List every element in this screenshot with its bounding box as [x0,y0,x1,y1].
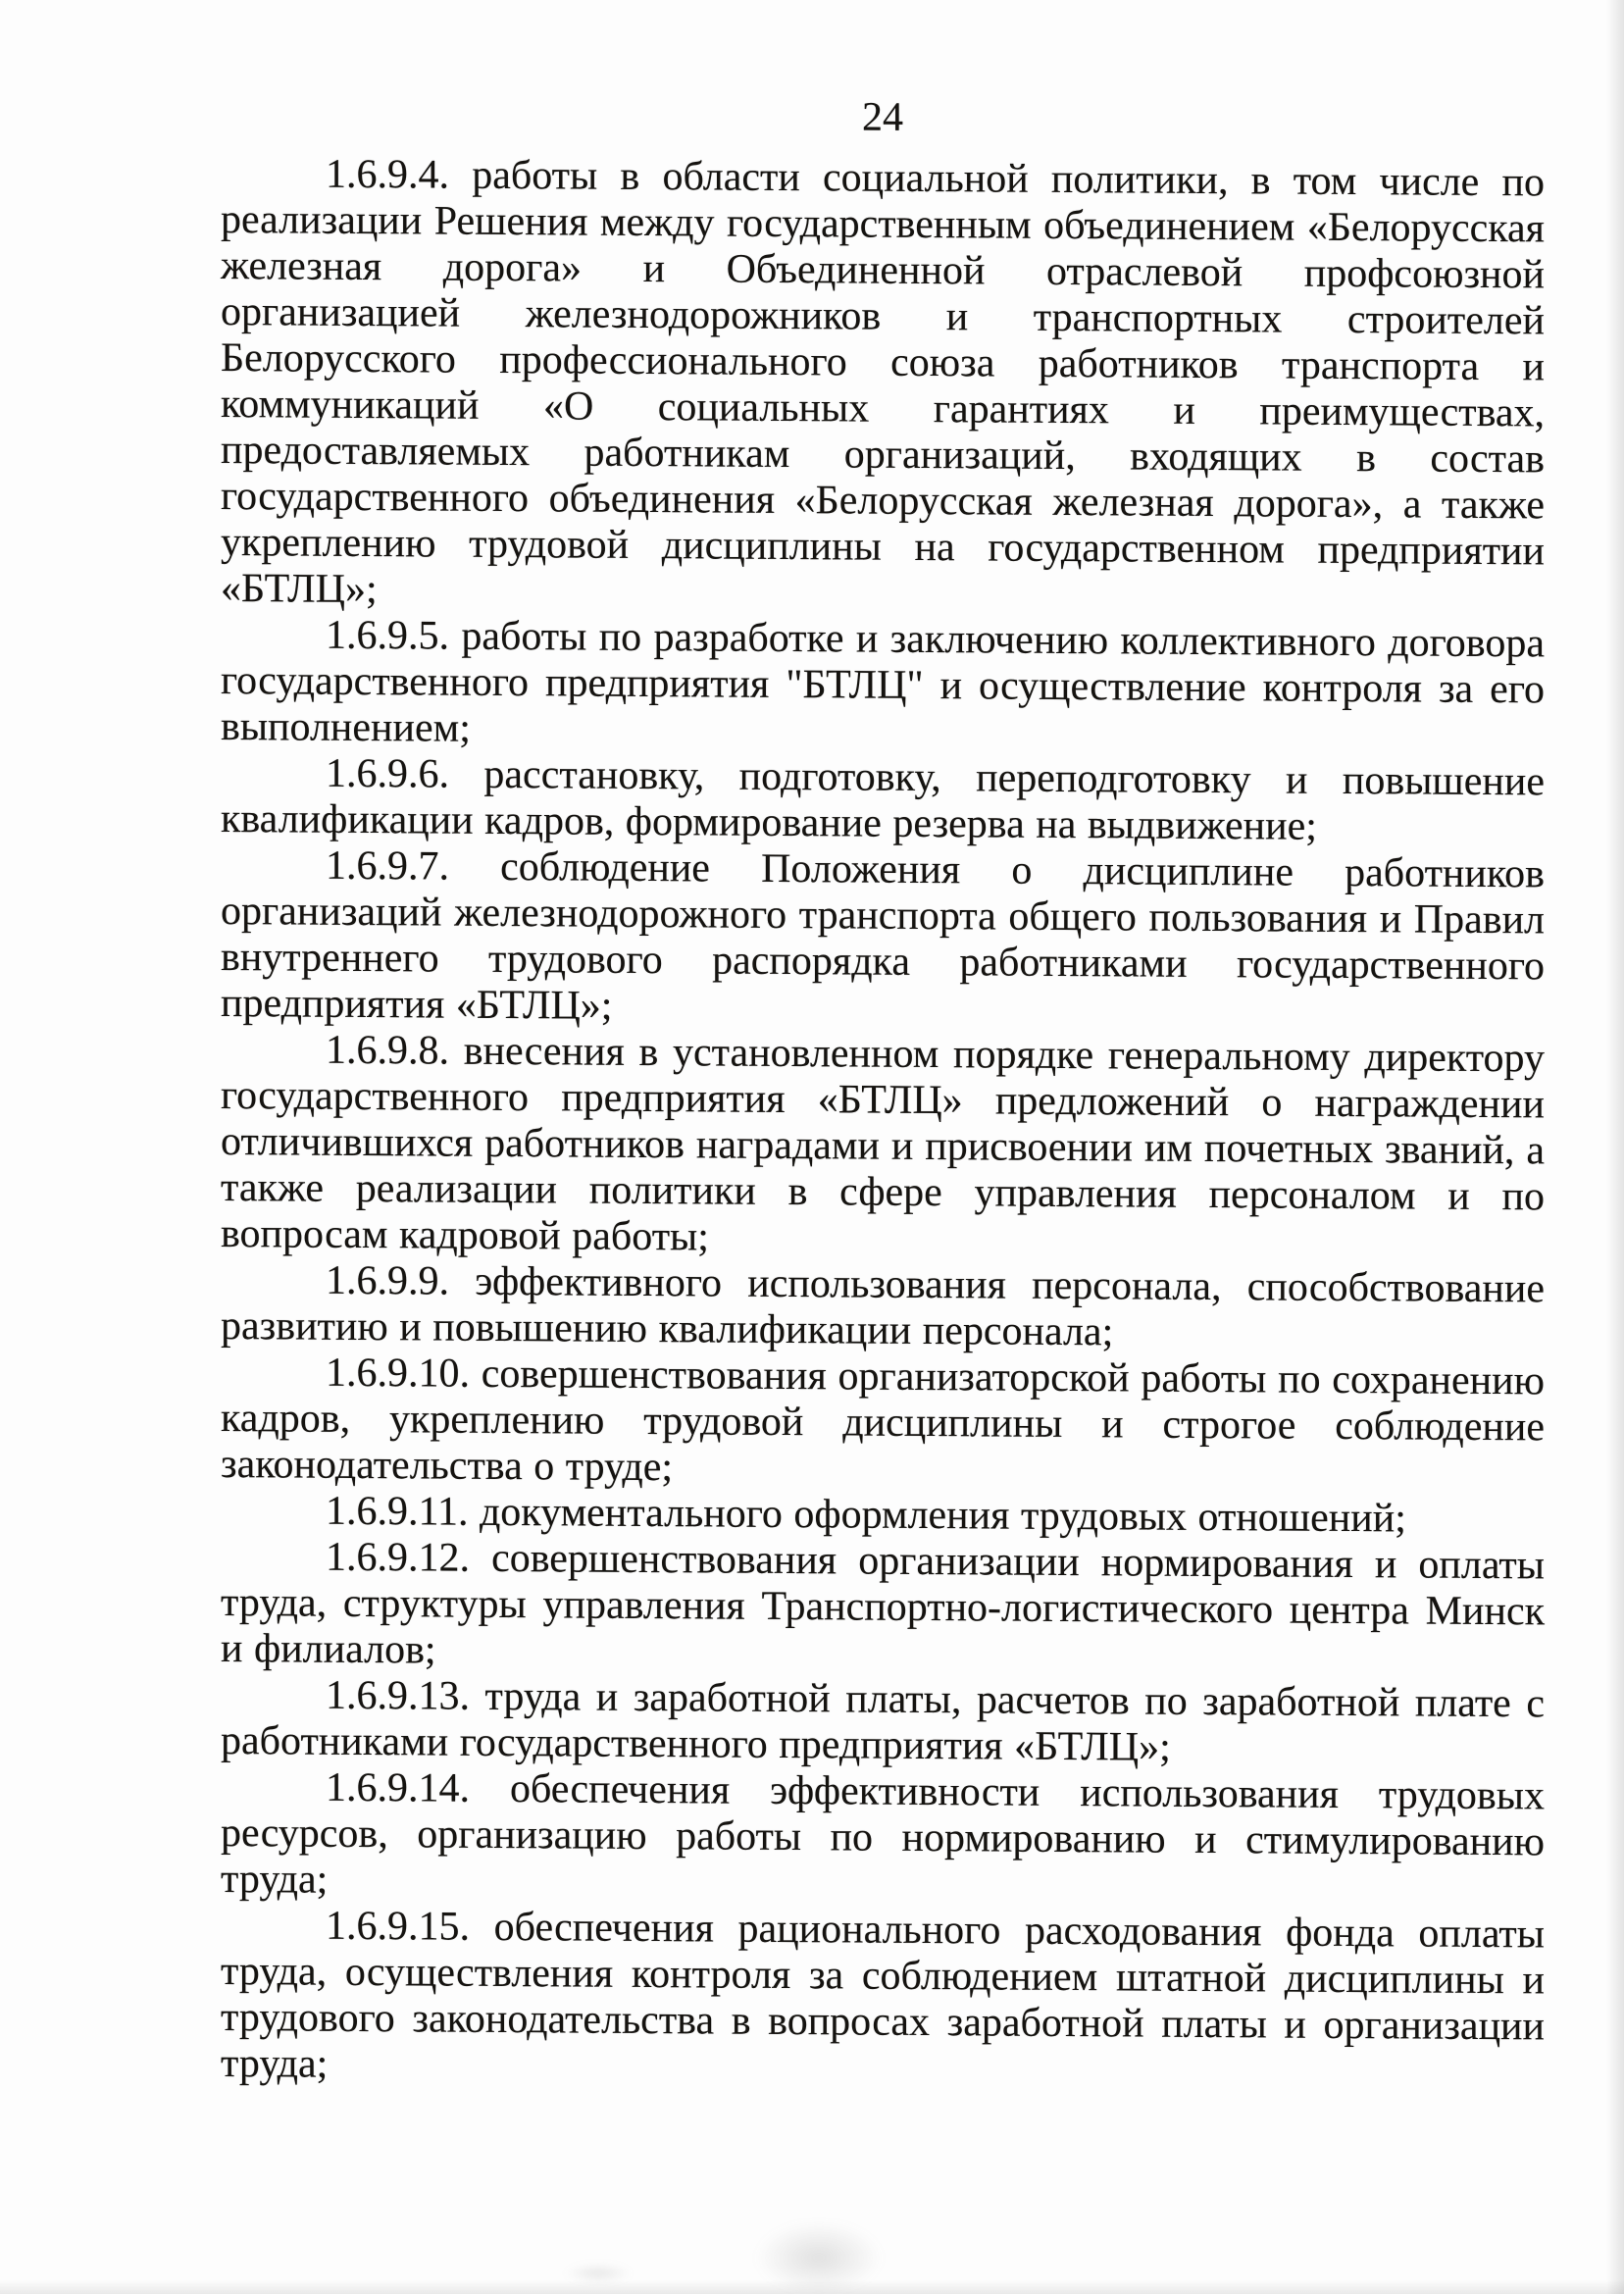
paragraph-1-6-9-7: 1.6.9.7. соблюдение Положения о дисциплине работников организаций железнодорожного транспорта общего пользования и Правил внутреннего трудового распорядка работниками государственного предприятия «БТЛЦ»; [221,842,1545,1029]
scan-artifact-bottom-edge [0,2280,1624,2294]
paragraph-1-6-9-6: 1.6.9.6. расстановку, подготовку, переподготовку и повышение квалификации кадров, формирование резерва на выдвижение; [221,750,1545,849]
paragraph-1-6-9-14: 1.6.9.14. обеспечения эффективности использования трудовых ресурсов, организацию работы по нормированию и стимулированию труда; [221,1764,1545,1903]
document-body [221,151,1545,2096]
paragraph-1-6-9-5: 1.6.9.5. работы по разработке и заключению коллективного договора государственного предприятия "БТЛЦ" и осуществление контроля за его выполнением; [221,612,1545,751]
paragraph-1-6-9-10: 1.6.9.10. совершенствования организаторской работы по сохранению кадров, укреплению трудовой дисциплины и строгое соблюдение законодательства о труде; [221,1350,1545,1491]
paragraph-1-6-9-8: 1.6.9.8. внесения в установленном порядке генеральному директору государственного предприятия «БТЛЦ» предложений о награждении отличившихся работников наградами и присвоении им почетных званий, а также реализации политики в сфере управления персоналом и по вопросам кадровой работы; [221,1027,1545,1260]
document-content [221,90,1545,2096]
paragraph-1-6-9-11: 1.6.9.11. документального оформления трудовых отношений; [326,1488,1406,1542]
paragraph-1-6-9-12: 1.6.9.12. совершенствования организации нормирования и оплаты труда, структуры управления Транспортно-логистического центра Минск и филиалов; [221,1534,1545,1673]
paragraph-1-6-9-9: 1.6.9.9. эффективного использования персонала, способствование развитию и повышению квалификации персонала; [221,1257,1545,1355]
paragraph-1-6-9-13: 1.6.9.13. труда и заработной платы, расчетов по заработной плате с работниками государственного предприятия «БТЛЦ»; [221,1672,1545,1770]
page-number: 24 [862,94,903,140]
paragraph-1-6-9-15: 1.6.9.15. обеспечения рационального расходования фонда оплаты труда, осуществления контроля за соблюдением штатной дисциплины и трудового законодательства в вопросах заработной платы и организации труда; [221,1903,1545,2087]
scan-artifact-right-edge [1606,0,1624,2294]
paragraph-1-6-9-4: 1.6.9.4. работы в области социальной политики, в том числе по реализации Решения между государственным объединением «Белорусская железная дорога» и Объединенной отраслевой профсоюзной организацией железнодорожников и транспортных строителей Белорусского профессионального союза работников транспорта и коммуникаций «О социальных гарантиях и преимуществах, предоставляемых работникам организаций, входящих в состав государственного объединения «Белорусская железная дорога», а также укреплению трудовой дисциплины на государственном предприятии «БТЛЦ»; [221,151,1545,613]
